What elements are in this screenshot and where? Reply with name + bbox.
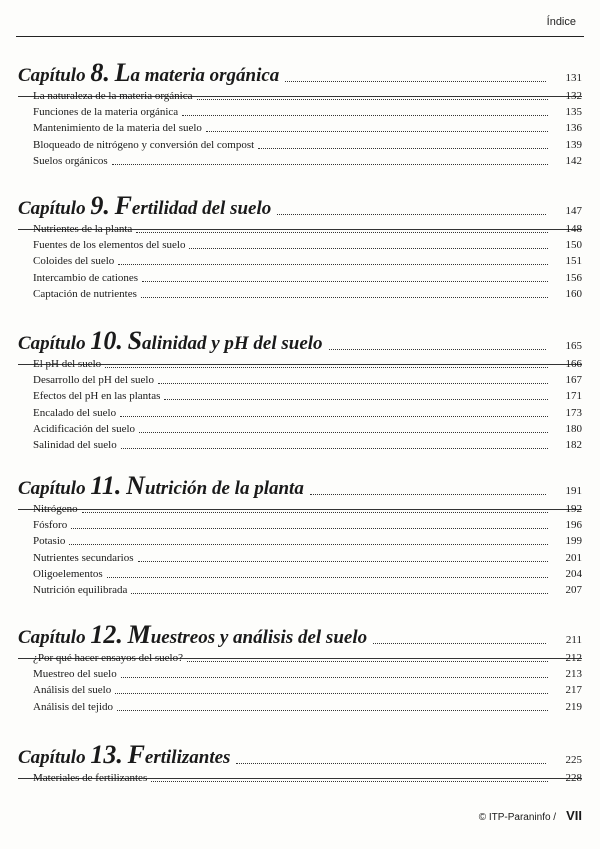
entry-label: Oligoelementos — [33, 567, 103, 580]
chapter-number: 9. — [90, 191, 110, 220]
toc-entry[interactable] — [33, 666, 582, 680]
toc-entry[interactable] — [33, 421, 582, 435]
entry-label: Acidificación del suelo — [33, 422, 136, 435]
dot-leader — [138, 561, 549, 562]
entry-label: Nutrientes secundarios — [33, 551, 134, 564]
entry-page: 196 — [565, 519, 582, 532]
dot-leader — [373, 643, 546, 644]
chapter-page: 211 — [565, 634, 582, 646]
chapter-page: 225 — [565, 754, 582, 766]
entry-label: Nitrógeno — [33, 503, 78, 515]
dot-leader — [105, 367, 548, 368]
entry-page: 148 — [565, 223, 582, 235]
footer-page-number: VII — [566, 808, 582, 823]
footer-publisher: © ITP-Paraninfo / — [478, 812, 557, 823]
entry-page: 166 — [565, 358, 582, 370]
toc-entry[interactable] — [33, 566, 582, 580]
entry-label: Fuentes de los elementos del suelo — [33, 239, 186, 252]
chapter-label: Capítulo — [18, 333, 86, 354]
chapter-heading[interactable] — [18, 56, 582, 86]
entry-page: 212 — [565, 652, 582, 664]
dot-leader — [142, 281, 548, 282]
chapter-initial: N — [126, 471, 145, 500]
entry-label: Materiales de fertilizantes — [33, 772, 148, 784]
toc-entry[interactable] — [33, 372, 582, 386]
chapter-name: alinidad y pH del suelo — [142, 333, 323, 354]
entry-label: Encalado del suelo — [33, 406, 117, 419]
dot-leader — [141, 297, 548, 298]
dot-leader — [69, 544, 548, 545]
dot-leader — [71, 528, 548, 529]
entry-label: Muestreo del suelo — [33, 668, 117, 681]
toc-entry[interactable] — [33, 237, 582, 251]
toc-entry[interactable] — [33, 388, 582, 402]
chapter-title — [18, 60, 279, 86]
entry-page: 132 — [565, 90, 582, 102]
toc-entry[interactable] — [33, 153, 582, 167]
chapter-name: uestreos y análisis del suelo — [150, 627, 368, 648]
chapter-title — [18, 622, 367, 648]
toc-entry[interactable] — [33, 550, 582, 564]
chapter-number: 11. — [90, 471, 122, 500]
dot-leader — [158, 383, 548, 384]
chapter-heading[interactable] — [18, 738, 582, 768]
dot-leader — [139, 432, 548, 433]
entry-page: 139 — [565, 138, 582, 151]
dot-leader — [115, 693, 548, 694]
chapter-number: 13. — [90, 740, 123, 769]
dot-leader — [121, 677, 548, 678]
dot-leader — [117, 710, 548, 711]
toc-entry[interactable] — [33, 582, 582, 596]
toc-entry[interactable] — [33, 253, 582, 267]
dot-leader — [285, 81, 546, 82]
toc-entry[interactable] — [33, 699, 582, 713]
entry-page: 171 — [565, 390, 582, 403]
dot-leader — [197, 99, 548, 100]
entry-label: Funciones de la materia orgánica — [33, 106, 179, 119]
dot-leader — [206, 131, 548, 132]
dot-leader — [112, 164, 548, 165]
toc-entry[interactable] — [33, 533, 582, 547]
entry-label: Análisis del tejido — [33, 700, 114, 713]
toc-entry[interactable] — [33, 650, 582, 664]
entry-page: 182 — [565, 439, 582, 451]
entry-label: Mantenimiento de la materia del suelo — [33, 122, 202, 135]
chapter-title — [18, 328, 323, 354]
entry-page: 213 — [565, 668, 582, 681]
toc-entry[interactable] — [33, 517, 582, 531]
entry-page: 142 — [565, 154, 582, 167]
toc-entry[interactable] — [33, 437, 582, 451]
dot-leader — [121, 448, 548, 449]
toc-entry[interactable] — [33, 356, 582, 370]
chapter-name: utrición de la planta — [144, 478, 304, 499]
entry-page: 192 — [565, 503, 582, 515]
dot-leader — [182, 115, 548, 116]
toc-entry[interactable] — [33, 286, 582, 300]
chapter-initial: F — [114, 191, 132, 220]
chapter-label: Capítulo — [18, 198, 86, 219]
chapter-number: 8. — [90, 58, 110, 87]
running-header: Índice — [546, 16, 576, 28]
entry-label: Captación de nutrientes — [33, 287, 137, 300]
dot-leader — [107, 577, 548, 578]
chapter-initial: L — [114, 58, 131, 87]
toc-entry[interactable] — [33, 501, 582, 515]
entry-page: 136 — [565, 122, 582, 135]
toc-entry[interactable] — [33, 221, 582, 235]
entry-label: Nutrición equilibrada — [33, 584, 128, 596]
entry-page: 135 — [565, 106, 582, 119]
entry-label: Potasio — [33, 535, 66, 548]
entry-label: Nutrientes de la planta — [33, 223, 133, 235]
dot-leader — [131, 593, 548, 594]
chapter-heading[interactable] — [18, 469, 582, 499]
entry-page: 160 — [565, 287, 582, 300]
chapter-initial: M — [127, 620, 151, 649]
chapter-initial: F — [127, 740, 145, 769]
dot-leader — [118, 264, 548, 265]
entry-label: Bloqueado de nitrógeno y conversión del compost — [33, 138, 255, 151]
toc-entry[interactable] — [33, 88, 582, 102]
dot-leader — [236, 763, 546, 764]
entry-page: 156 — [565, 271, 582, 284]
entry-label: La naturaleza de la materia orgánica — [33, 90, 193, 102]
entry-label: Salinidad del suelo — [33, 439, 117, 451]
dot-leader — [258, 148, 548, 149]
entry-label: Intercambio de cationes — [33, 271, 139, 284]
chapter-number: 12. — [90, 620, 123, 649]
chapter-heading[interactable] — [18, 189, 582, 219]
dot-leader — [189, 248, 548, 249]
entry-label: Análisis del suelo — [33, 684, 112, 697]
entry-page: 201 — [565, 551, 582, 564]
chapter-page: 165 — [565, 340, 582, 352]
dot-leader — [277, 214, 546, 215]
chapter-label: Capítulo — [18, 65, 86, 86]
chapter-name: ertilidad del suelo — [131, 198, 272, 219]
chapter-page: 131 — [565, 72, 582, 84]
chapter-name: a materia orgánica — [130, 65, 280, 86]
chapter-title — [18, 742, 230, 768]
entry-page: 180 — [565, 422, 582, 435]
entry-label: Suelos orgánicos — [33, 154, 108, 167]
dot-leader — [120, 416, 548, 417]
entry-label: Efectos del pH en las plantas — [33, 390, 161, 403]
chapter-initial: S — [127, 326, 143, 355]
chapter-number: 10. — [90, 326, 123, 355]
chapter-heading[interactable] — [18, 618, 582, 648]
dot-leader — [310, 494, 546, 495]
entry-label: Fósforo — [33, 519, 68, 532]
entry-page: 228 — [565, 772, 582, 784]
entry-page: 167 — [565, 374, 582, 387]
dot-leader — [151, 781, 548, 782]
dot-leader — [164, 399, 548, 400]
entry-page: 207 — [565, 584, 582, 596]
dot-leader — [82, 512, 548, 513]
entry-page: 204 — [565, 567, 582, 580]
entry-page: 199 — [565, 535, 582, 548]
chapter-page: 191 — [565, 485, 582, 497]
chapter-title — [18, 193, 271, 219]
entry-page: 150 — [565, 239, 582, 252]
chapter-label: Capítulo — [18, 747, 86, 768]
toc-entry[interactable] — [33, 104, 582, 118]
chapter-label: Capítulo — [18, 478, 86, 499]
toc-entry[interactable] — [33, 770, 582, 784]
toc-entry[interactable] — [33, 137, 582, 151]
chapter-page: 147 — [565, 205, 582, 217]
footer — [479, 808, 582, 823]
entry-page: 219 — [565, 700, 582, 713]
toc-entry[interactable] — [33, 405, 582, 419]
chapter-name: ertilizantes — [144, 747, 231, 768]
toc-entry[interactable] — [33, 120, 582, 134]
entry-page: 151 — [565, 255, 582, 268]
entry-label: Desarrollo del pH del suelo — [33, 374, 154, 387]
dot-leader — [187, 661, 548, 662]
entry-label: ¿Por qué hacer ensayos del suelo? — [33, 652, 183, 664]
dot-leader — [329, 349, 546, 350]
toc-entry[interactable] — [33, 682, 582, 696]
entry-label: El pH del suelo — [33, 358, 102, 370]
chapter-label: Capítulo — [18, 627, 86, 648]
entry-page: 217 — [565, 684, 582, 697]
entry-label: Coloides del suelo — [33, 255, 115, 268]
dot-leader — [136, 232, 548, 233]
toc-entry[interactable] — [33, 270, 582, 284]
chapter-heading[interactable] — [18, 324, 582, 354]
entry-page: 173 — [565, 406, 582, 419]
chapter-title — [18, 473, 304, 499]
